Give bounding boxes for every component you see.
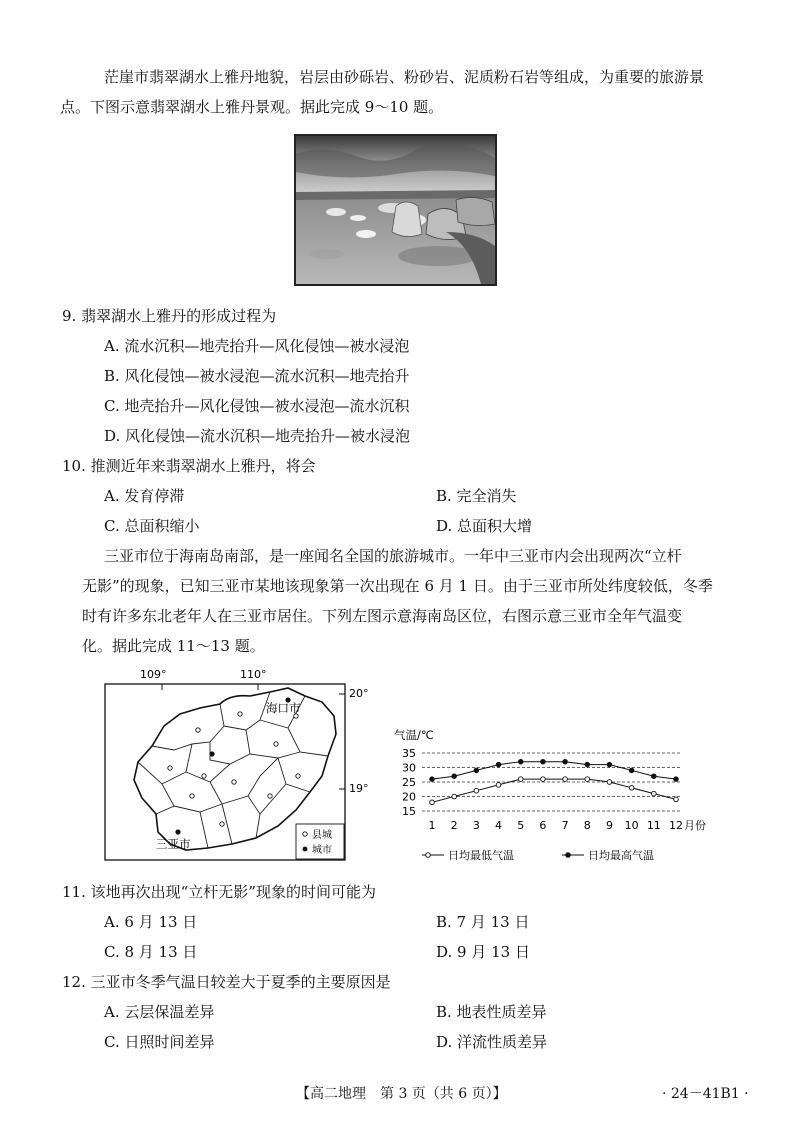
chart-point-max xyxy=(674,777,679,782)
chart-point-max xyxy=(629,768,634,773)
chart-y-tick-label: 15 xyxy=(402,805,416,818)
passage-line: 茫崖市翡翠湖水上雅丹地貌，岩层由砂砾岩、粉砂岩、泥质粉石岩等组成，为重要的旅游景 xyxy=(104,68,705,86)
chart-y-tick-label: 30 xyxy=(402,761,416,775)
question-11-option-a[interactable]: A. 6 月 13 日 xyxy=(104,913,198,931)
legend-city-icon xyxy=(303,847,308,852)
page-footer-center: 【高二地理 第 3 页（共 6 页）】 xyxy=(296,1086,507,1102)
map-longitude-110: 110° xyxy=(240,668,267,681)
legend-county-label: 县城 xyxy=(312,830,332,841)
chart-point-max xyxy=(652,774,657,779)
question-10-option-b[interactable]: B. 完全消失 xyxy=(436,487,517,505)
chart-point-min xyxy=(563,777,568,782)
question-9-option-a[interactable]: A. 流水沉积—地壳抬升—风化侵蚀—被水浸泡 xyxy=(104,337,410,355)
chart-x-tick-label: 7 xyxy=(561,819,569,832)
map-latitude-20: 20° xyxy=(349,687,369,700)
chart-x-tick-label: 8 xyxy=(583,819,591,832)
chart-point-min xyxy=(607,780,612,785)
question-9-option-d[interactable]: D. 风化侵蚀—流水沉积—地壳抬升—被水浸泡 xyxy=(104,427,411,445)
question-11-option-c[interactable]: C. 8 月 13 日 xyxy=(104,943,198,961)
chart-point-min xyxy=(652,791,657,796)
map-label-sanya: 三亚市 xyxy=(156,837,191,851)
city-marker xyxy=(209,751,214,756)
question-10-option-d[interactable]: D. 总面积大增 xyxy=(436,517,533,535)
chart-point-min xyxy=(496,783,501,788)
sanya-city-marker xyxy=(175,829,180,834)
map-longitude-109: 109° xyxy=(140,668,167,681)
chart-x-tick-label: 2 xyxy=(450,819,458,832)
chart-point-max xyxy=(607,762,612,767)
chart-x-tick-label: 1 xyxy=(428,819,436,832)
chart-x-tick-label: 9 xyxy=(605,819,613,832)
chart-series-line xyxy=(432,779,676,802)
question-9-stem: 9. 翡翠湖水上雅丹的形成过程为 xyxy=(62,307,277,325)
chart-point-min xyxy=(585,777,590,782)
chart-point-max xyxy=(541,759,546,764)
map-latitude-19: 19° xyxy=(349,782,369,795)
chart-point-max xyxy=(452,774,457,779)
question-12-option-d[interactable]: D. 洋流性质差异 xyxy=(436,1033,548,1051)
chart-point-max xyxy=(496,762,501,767)
chart-point-max xyxy=(563,759,568,764)
chart-x-tick-label: 10 xyxy=(624,819,639,832)
chart-point-min xyxy=(430,800,435,805)
legend-county-icon xyxy=(303,832,307,836)
chart-x-tick-label: 11 xyxy=(646,819,661,832)
passage-yardang xyxy=(60,62,742,122)
chart-x-tick-label: 12 xyxy=(669,819,683,832)
question-12-stem: 12. 三亚市冬季气温日较差大于夏季的主要原因是 xyxy=(62,973,391,991)
chart-x-tick-label: 4 xyxy=(495,819,503,832)
chart-y-axis-label: 气温/℃ xyxy=(394,728,434,742)
passage-sanya-line-1: 三亚市位于海南岛南部，是一座闻名全国的旅游城市。一年中三亚市内会出现两次“立杆 xyxy=(104,547,682,565)
chart-point-max xyxy=(585,762,590,767)
passage-sanya-line-3: 时有许多东北老年人在三亚市居住。下列左图示意海南岛区位，右图示意三亚市全年气温变 xyxy=(82,607,683,625)
chart-series-line xyxy=(432,762,676,779)
passage-sanya-line-2: 无影”的现象，已知三亚市某地该现象第一次出现在 6 月 1 日。由于三亚市所处纬度较低，冬季 xyxy=(82,577,713,595)
chart-point-min xyxy=(674,797,679,802)
sanya-temperature-chart xyxy=(392,725,712,870)
hainan-location-map xyxy=(100,664,380,864)
question-11-option-b[interactable]: B. 7 月 13 日 xyxy=(436,913,530,931)
chart-x-tick-label: 6 xyxy=(539,819,547,832)
page-footer-code: · 24－41B1 · xyxy=(662,1086,749,1102)
question-9-option-c[interactable]: C. 地壳抬升—风化侵蚀—被水浸泡—流水沉积 xyxy=(104,397,410,415)
question-12-option-a[interactable]: A. 云层保温差异 xyxy=(104,1003,215,1021)
chart-x-tick-label: 5 xyxy=(517,819,525,832)
chart-point-min xyxy=(629,786,634,791)
chart-point-min xyxy=(518,777,523,782)
passage-line: 点。下图示意翡翠湖水上雅丹景观。据此完成 9～10 题。 xyxy=(60,98,444,116)
chart-point-max xyxy=(474,768,479,773)
yardang-landscape-image xyxy=(296,136,495,284)
question-11-stem: 11. 该地再次出现“立杆无影”现象的时间可能为 xyxy=(62,883,376,901)
chart-legend-label: 日均最高气温 xyxy=(588,849,654,862)
chart-point-min xyxy=(452,794,457,799)
chart-legend-marker xyxy=(426,853,431,858)
chart-point-max xyxy=(518,759,523,764)
question-11-option-d[interactable]: D. 9 月 13 日 xyxy=(436,943,530,961)
chart-y-tick-label: 25 xyxy=(402,776,416,789)
question-12-option-c[interactable]: C. 日照时间差异 xyxy=(104,1033,215,1051)
question-10-option-a[interactable]: A. 发育停滞 xyxy=(104,487,185,505)
map-label-haikou: 海口市 xyxy=(266,701,301,715)
chart-point-min xyxy=(474,788,479,793)
chart-legend-label: 日均最低气温 xyxy=(448,849,514,862)
chart-y-tick-label: 20 xyxy=(402,790,416,804)
question-9-option-b[interactable]: B. 风化侵蚀—被水浸泡—流水沉积—地壳抬升 xyxy=(104,367,410,385)
chart-legend-marker xyxy=(566,853,571,858)
chart-point-min xyxy=(541,777,546,782)
question-12-option-b[interactable]: B. 地表性质差异 xyxy=(436,1003,547,1021)
question-10-option-c[interactable]: C. 总面积缩小 xyxy=(104,517,200,535)
question-10-stem: 10. 推测近年来翡翠湖水上雅丹，将会 xyxy=(62,457,316,475)
chart-x-axis-label: 月份 xyxy=(684,819,706,832)
chart-y-tick-label: 35 xyxy=(402,747,416,760)
yardang-photo xyxy=(294,134,497,286)
chart-point-max xyxy=(430,777,435,782)
chart-x-tick-label: 3 xyxy=(472,819,480,832)
passage-sanya-line-4: 化。据此完成 11～13 题。 xyxy=(82,637,265,655)
legend-city-label: 城市 xyxy=(312,845,332,856)
